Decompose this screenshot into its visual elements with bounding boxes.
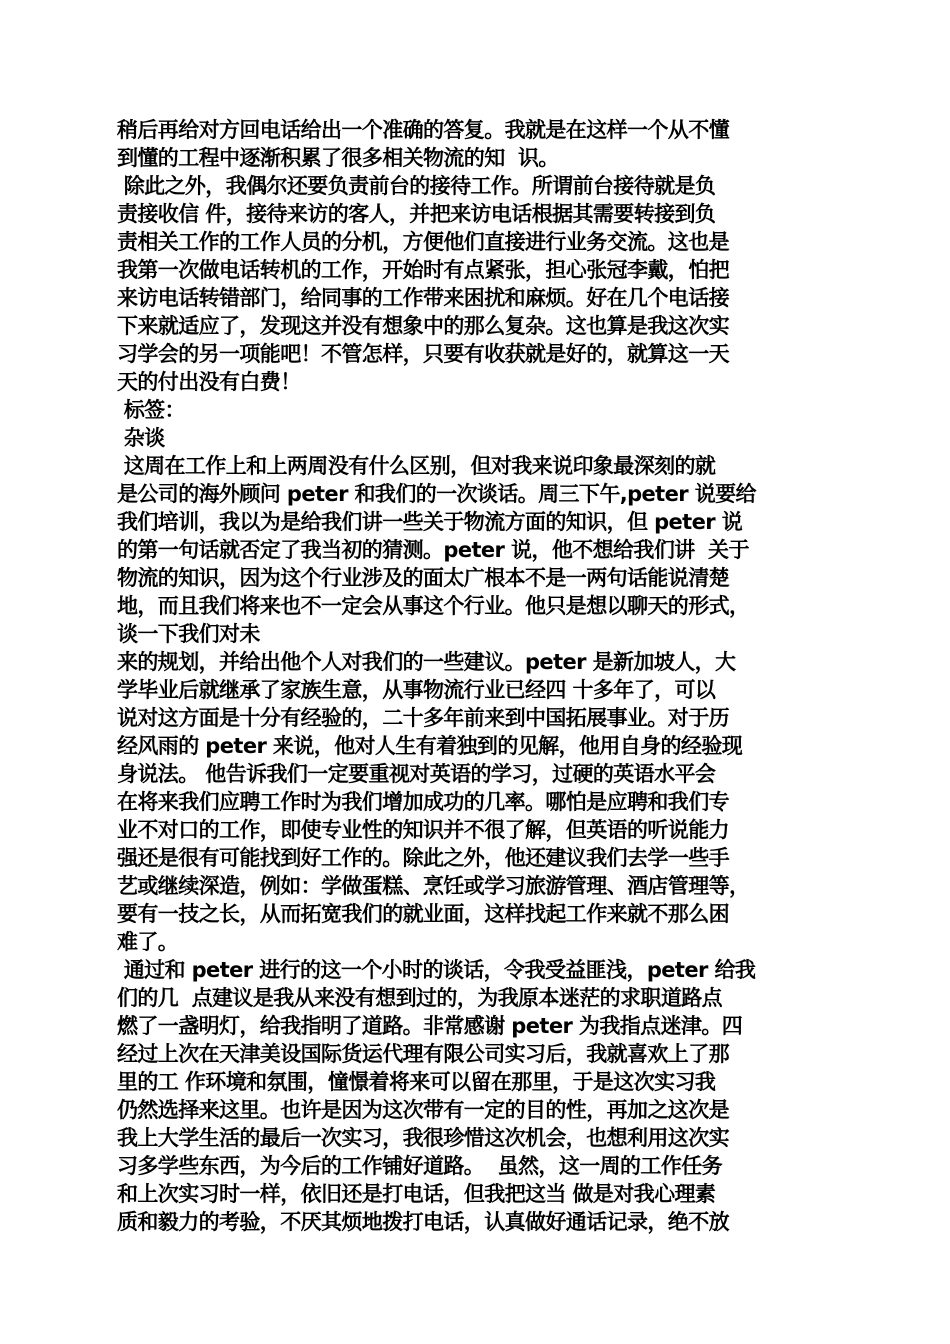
text-line: 习学会的另一项能吧！不管怎样，只要有收获就是好的，就算这一天 [117, 342, 729, 366]
text-line: 杂谈 [117, 426, 165, 450]
text-line: 到懂的工程中逐渐积累了很多相关物流的知 识。 [117, 146, 559, 170]
text-line: 谈一下我们对未 [117, 622, 260, 646]
text-line: 在将来我们应聘工作时为我们增加成功的几率。哪怕是应聘和我们专 [117, 790, 729, 814]
text-line: 经风雨的 peter 来说，他对人生有着独到的见解，他用自身的经验现 [117, 734, 743, 758]
text-line: 学毕业后就继承了家族生意，从事物流行业已经四 十多年了，可以 [117, 678, 716, 702]
text-line: 标签： [117, 398, 185, 422]
text-line: 强还是很有可能找到好工作的。除此之外，他还建议我们去学一些手 [117, 846, 729, 870]
document-body [117, 116, 852, 1236]
text-line: 艺或继续深造，例如：学做蛋糕、烹饪或学习旅游管理、酒店管理等， [117, 874, 750, 898]
text-line: 我们培训，我以为是给我们讲一些关于物流方面的知识，但 peter 说 [117, 510, 743, 534]
text-line: 来的规划，并给出他个人对我们的一些建议。peter 是新加坡人，大 [117, 650, 736, 674]
text-line: 物流的知识，因为这个行业涉及的面太广根本不是一两句话能说清楚 [117, 566, 729, 590]
text-line: 的第一句话就否定了我当初的猜测。peter 说，他不想给我们讲 关于 [117, 538, 749, 562]
text-line: 我第一次做电话转机的工作，开始时有点紧张，担心张冠李戴，怕把 [117, 258, 729, 282]
text-line: 业不对口的工作，即使专业性的知识并不很了解，但英语的听说能力 [117, 818, 729, 842]
text-line: 习多学些东西，为今后的工作铺好道路。 虽然，这一周的工作任务 [117, 1154, 723, 1178]
text-line: 除此之外，我偶尔还要负责前台的接待工作。所谓前台接待就是负 [117, 174, 716, 198]
text-line: 和上次实习时一样，依旧还是打电话，但我把这当 做是对我心理素 [117, 1182, 716, 1206]
text-line: 身说法。 他告诉我们一定要重视对英语的学习，过硬的英语水平会 [117, 762, 716, 786]
text-line: 责接收信 件，接待来访的客人，并把来访电话根据其需要转接到负 [117, 202, 716, 226]
text-line: 经过上次在天津美设国际货运代理有限公司实习后，我就喜欢上了那 [117, 1042, 729, 1066]
text-line: 里的工 作环境和氛围，憧憬着将来可以留在那里，于是这次实习我 [117, 1070, 716, 1094]
text-line: 我上大学生活的最后一次实习，我很珍惜这次机会，也想利用这次实 [117, 1126, 729, 1150]
text-line: 们的几 点建议是我从来没有想到过的，为我原本迷茫的求职道路点 [117, 986, 723, 1010]
text-line: 是公司的海外顾问 peter 和我们的一次谈话。周三下午,peter 说要给 [117, 482, 756, 506]
text-line: 地，而且我们将来也不一定会从事这个行业。他只是想以聊天的形式， [117, 594, 750, 618]
text-line: 燃了一盏明灯，给我指明了道路。非常感谢 peter 为我指点迷津。四 [117, 1014, 743, 1038]
text-line: 稍后再给对方回电话给出一个准确的答复。我就是在这样一个从不懂 [117, 118, 729, 142]
text-line: 下来就适应了，发现这并没有想象中的那么复杂。这也算是我这次实 [117, 314, 729, 338]
text-line: 这周在工作上和上两周没有什么区别，但对我来说印象最深刻的就 [117, 454, 716, 478]
text-line: 难了。 [117, 930, 179, 954]
text-line: 天的付出没有白费！ [117, 370, 301, 394]
text-line: 来访电话转错部门，给同事的工作带来困扰和麻烦。好在几个电话接 [117, 286, 729, 310]
text-line: 说对这方面是十分有经验的，二十多年前来到中国拓展事业。对于历 [117, 706, 729, 730]
text-line: 通过和 peter 进行的这一个小时的谈话，令我受益匪浅，peter 给我 [117, 958, 756, 982]
text-line: 要有一技之长，从而拓宽我们的就业面，这样找起工作来就不那么困 [117, 902, 729, 926]
text-line: 责相关工作的工作人员的分机，方便他们直接进行业务交流。这也是 [117, 230, 729, 254]
text-line: 质和毅力的考验，不厌其烦地拨打电话，认真做好通话记录，绝不放 [117, 1210, 729, 1234]
text-line: 仍然选择来这里。也许是因为这次带有一定的目的性，再加之这次是 [117, 1098, 729, 1122]
